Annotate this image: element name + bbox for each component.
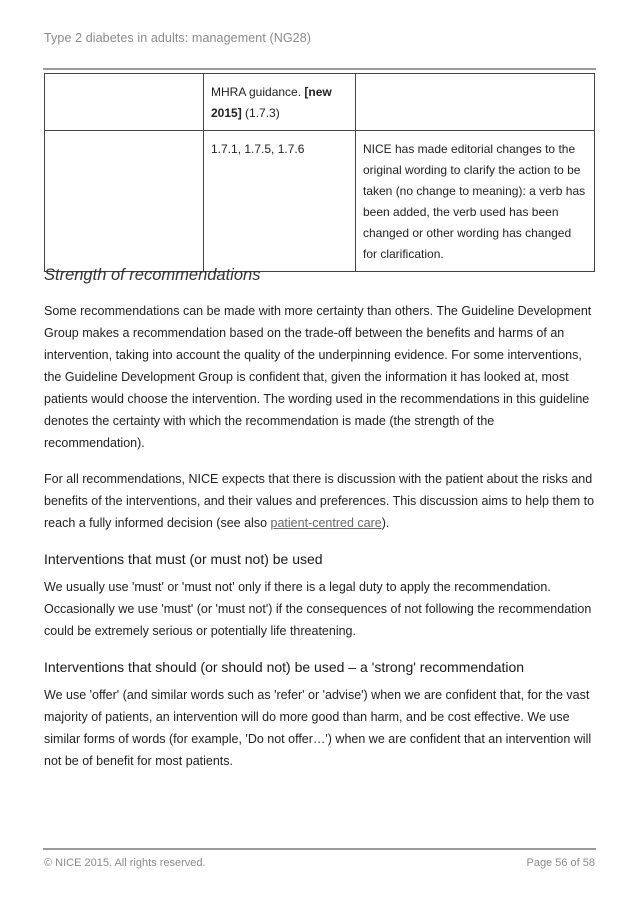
recommendation-ref: (1.7.3) xyxy=(241,106,280,120)
section-heading-should: Interventions that should (or should not) be used – a 'strong' recommendation xyxy=(44,659,525,675)
new-2015-tag: [new 2015] xyxy=(211,85,332,120)
document-header: Type 2 diabetes in adults: management (NG28) xyxy=(44,31,312,45)
paragraph-text: ). xyxy=(381,516,390,530)
main-content xyxy=(44,263,596,772)
paragraph-must: We usually use 'must' or 'must not' only if there is a legal duty to apply the recommendation. Occasionally we use 'must' (or 'must not') if the consequences of not following the recommendation could be extremely serious or potentially life threatening. xyxy=(44,580,592,638)
table-cell xyxy=(45,131,204,272)
changes-table xyxy=(44,73,595,272)
footer-divider xyxy=(43,848,596,850)
copyright-notice: © NICE 2015. All rights reserved. xyxy=(44,857,206,869)
table-row xyxy=(45,74,595,131)
header-divider xyxy=(43,68,596,70)
paragraph-strength-1: Some recommendations can be made with more certainty than others. The Guideline Development Group makes a recommendation based on the trade-off between the benefits and harms of an intervention, taking into account the quality of the underpinning evidence. For some interventions, the Guideline Development Group is confident that, given the information it has looked at, most patients would choose the intervention. The wording used in the recommendations in this guideline denotes the certainty with which the recommendation is made (the strength of the recommendation). xyxy=(44,304,592,450)
table-cell xyxy=(204,74,356,131)
table-cell xyxy=(356,74,595,131)
patient-centred-care-link[interactable]: patient-centred care xyxy=(270,516,382,530)
table-row xyxy=(45,131,595,272)
table-cell xyxy=(45,74,204,131)
paragraph-should: We use 'offer' (and similar words such as 'refer' or 'advise') when we are confident that, for the vast majority of patients, an intervention will do more good than harm, and be cost effective. We use similar forms of words (for example, 'Do not offer…') when we are confident that an intervention will not be of benefit for most patients. xyxy=(44,688,592,768)
cell-text: MHRA guidance. xyxy=(211,85,305,99)
table-cell: 1.7.1, 1.7.5, 1.7.6 xyxy=(204,131,356,272)
paragraph-text: For all recommendations, NICE expects that there is discussion with the patient about the risks and benefits of the interventions, and their values and preferences. This discussion aims to help them to reach a fully informed decision (see also xyxy=(44,472,595,530)
table-cell: NICE has made editorial changes to the original wording to clarify the action to be taken (no change to meaning): a verb has been added, the verb used has been changed or other wording has changed for clarification. xyxy=(356,131,595,272)
page-number: Page 56 of 58 xyxy=(526,857,595,869)
section-heading-strength: Strength of recommendations xyxy=(44,266,261,284)
paragraph-strength-2 xyxy=(44,468,596,534)
section-heading-must: Interventions that must (or must not) be used xyxy=(44,551,323,567)
